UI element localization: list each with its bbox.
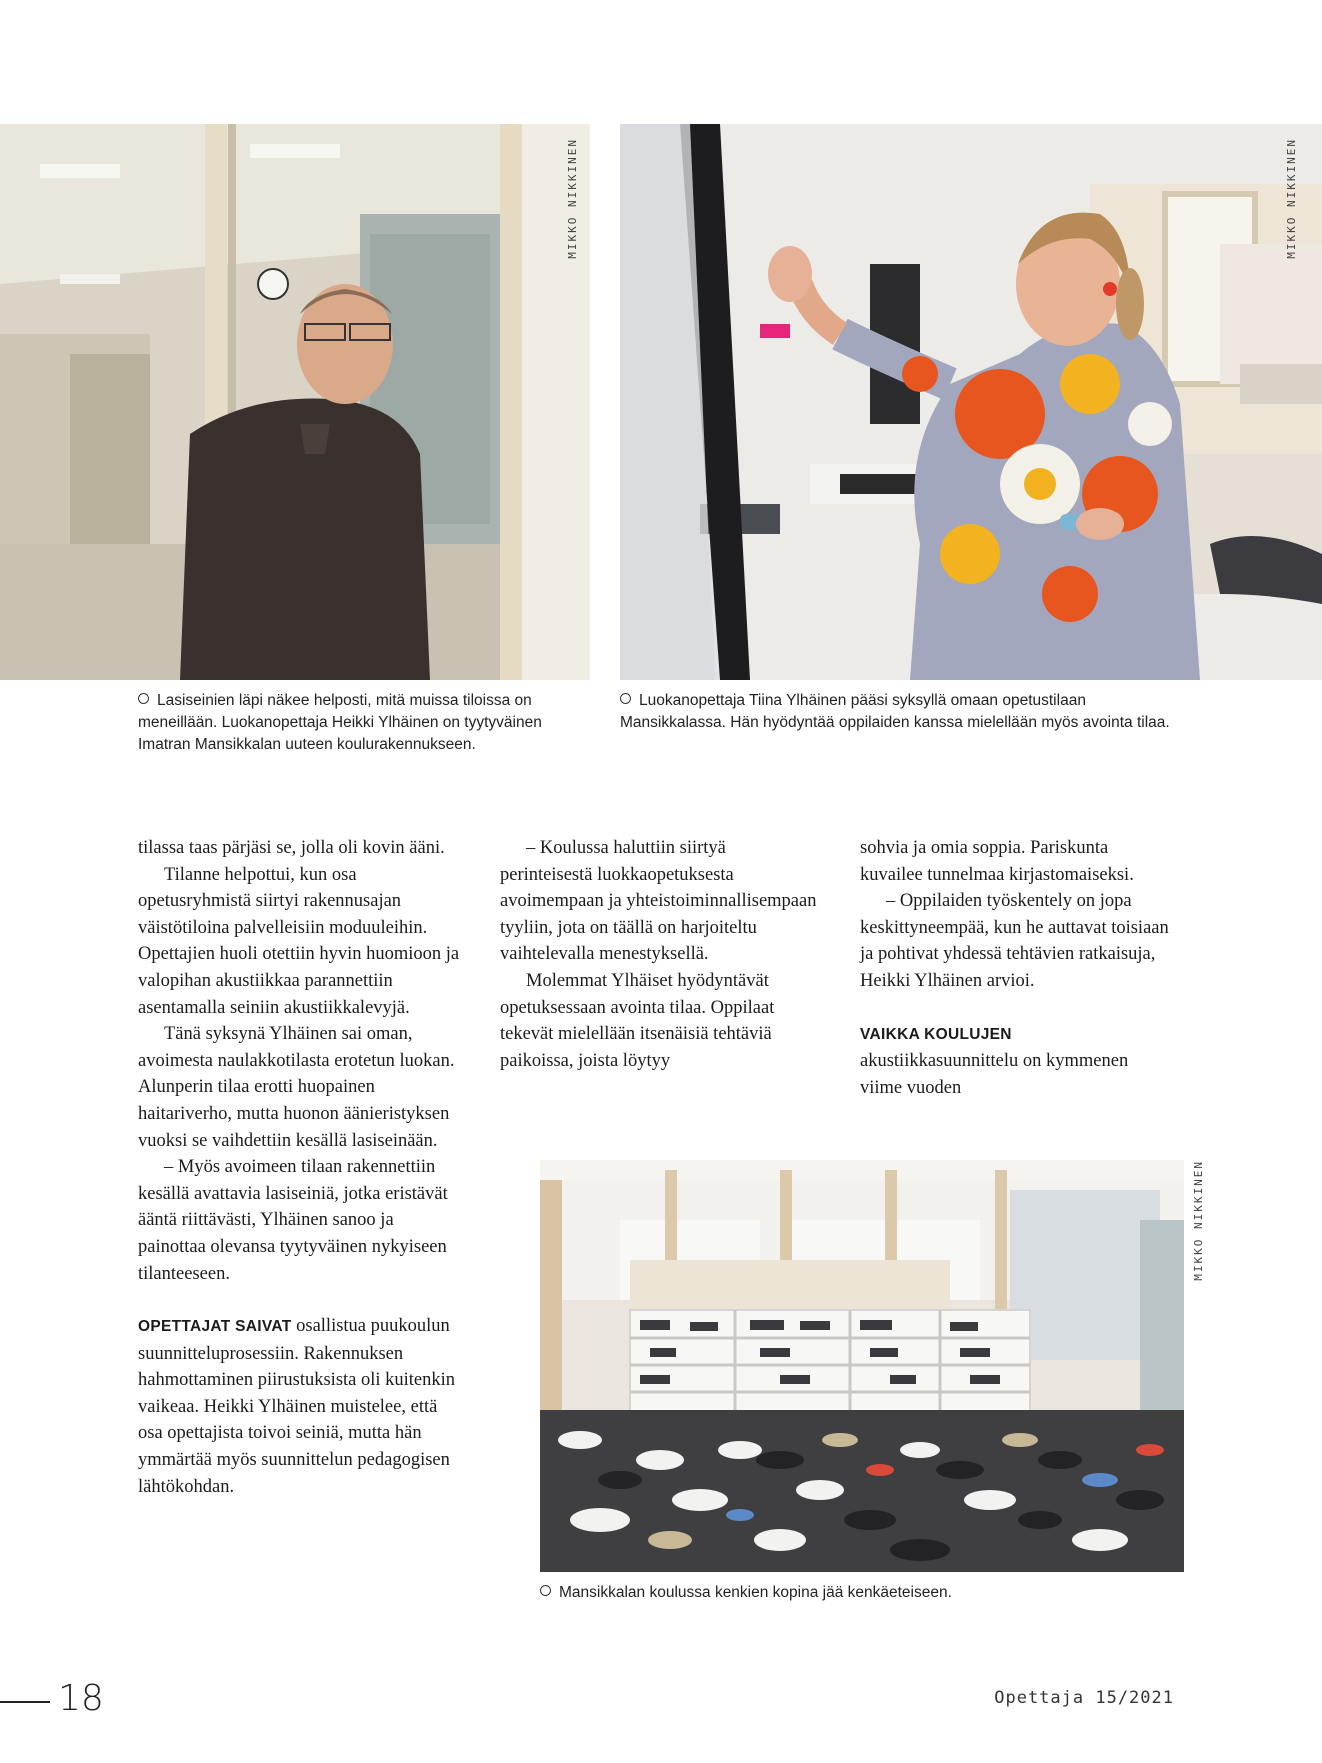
photo1-caption: Lasiseinien läpi näkee helposti, mitä muissa tiloissa on meneillään. Luokanopettaja Heikki Ylhäinen on tyytyväinen Imatran Mansikkalan uuteen koulurakennukseen. [138,692,542,753]
photo-shoe-entrance [540,1160,1184,1572]
paragraph: – Myös avoimeen tilaan rakennettiin kesällä avattavia lasiseiniä, jotka eristävät ääntä riittävästi, Ylhäinen sanoo ja painottaa olevansa tyytyväinen nykyiseen tilanteeseen. [138,1157,448,1284]
photo2-caption: Luokanopettaja Tiina Ylhäinen pääsi syksyllä omaan opetustilaan Mansikkalassa. Hän hyödyntää oppilaiden kanssa mielellään myös avointa tilaa. [620,692,1170,731]
paragraph: Tilanne helpottui, kun osa opetusryhmistä siirtyi rakennusajan väistötiloina palvelleisiin moduuleihin. Opettajien huoli otettiin hyvin huomioon ja valopihan akustiikkaa parannettiin asentamalla seiniin akustiikkalevyjä. [138,864,460,1018]
magazine-issue: Opettaja 15/2021 [994,1688,1174,1708]
photo-heikki-ylhainen [0,124,590,680]
paragraph: Molemmat Ylhäiset hyödyntävät opetuksessaan avointa tilaa. Oppilaat tekevät mielellään itsenäisiä tehtäviä paikoissa, joista löytyy [500,970,775,1071]
photo3-caption: Mansikkalan koulussa kenkien kopina jää kenkäeteiseen. [540,1582,1184,1604]
photo3-credit: MIKKO NIKKINEN [1192,1160,1205,1281]
paragraph: sohvia ja omia soppia. Pariskunta kuvailee tunnelmaa kirjastomaiseksi. [860,838,1134,885]
paragraph: OPETTAJAT SAIVAT osallistua puukoulun suunnitteluprosessiin. Rakennuksen hahmottaminen piirustuksista oli kuitenkin vaikeaa. Heikki Ylhäinen muistelee, että osa opettajista toivoi seiniä, mutta hän ymmärtää myös suunnittelun pedagogisen lähtökohdan. [138,1316,456,1497]
paragraph: VAIKKA KOULUJEN akustiikkasuunnittelu on kymmenen viime vuoden [860,1025,1129,1098]
paragraph: Tänä syksynä Ylhäinen sai oman, avoimesta naulakkotilasta erotetun luokan. Alunperin tilaa erotti huopainen haitariverho, mutta huonon äänieristyksen vuoksi se vaihdettiin kesällä lasiseinään. [138,1024,455,1151]
circle-bullet-icon [620,693,631,704]
article-column-1 [138,835,466,1500]
article-column-2 [500,835,818,1074]
circle-bullet-icon [540,1585,551,1596]
paragraph: – Oppilaiden työskentely on jopa keskittyneempää, kun he auttavat toisiaan ja pohtivat yhdessä tehtävien ratkaisuja, Heikki Ylhäinen arvioi. [860,891,1169,991]
photo2-credit: MIKKO NIKKINEN [1285,138,1298,259]
page-number: 18 [58,1678,104,1719]
lead-in: OPETTAJAT SAIVAT [138,1318,292,1336]
article-column-3 [860,835,1170,1101]
paragraph: tilassa taas pärjäsi se, jolla oli kovin ääni. [138,838,445,858]
lead-in: VAIKKA KOULUJEN [860,1025,1012,1043]
folio-rule [0,1701,50,1703]
paragraph: – Koulussa haluttiin siirtyä perinteisestä luokkaopetuksesta avoimempaan ja yhteistoiminnallisempaan tyyliin, jota on täällä on harjoiteltu vaihtelevalla menestyksellä. [500,838,817,965]
photo1-credit: MIKKO NIKKINEN [566,138,579,259]
circle-bullet-icon [138,693,149,704]
photo-tiina-ylhainen [620,124,1322,680]
